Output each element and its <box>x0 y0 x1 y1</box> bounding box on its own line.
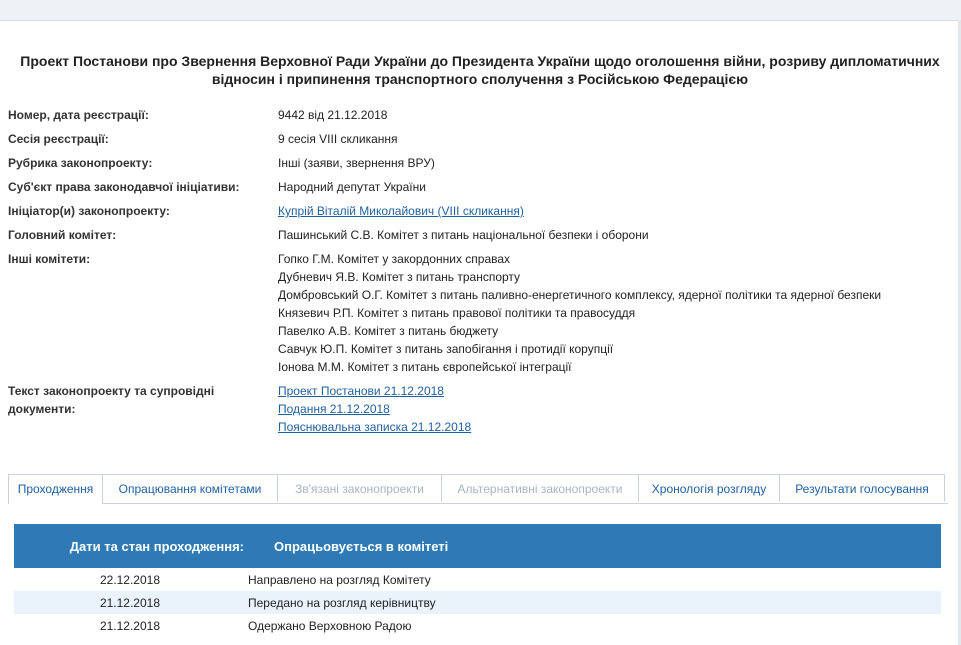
committee-item: Домбровський О.Г. Комітет з питань паливно-енергетичного комплексу, ядерної політики та ядерної безпеки <box>278 288 882 302</box>
row-date: 22.12.2018 <box>99 572 160 587</box>
top-strip <box>0 0 961 21</box>
header-dates: Дати та стан проходження: <box>69 538 244 554</box>
initiator-value <box>278 202 948 220</box>
tab-progress[interactable]: Проходження <box>8 474 103 504</box>
document-link-submission[interactable]: Подання 21.12.2018 <box>278 402 390 416</box>
table-row <box>14 591 941 614</box>
document-item <box>278 382 948 400</box>
table-row <box>14 568 941 591</box>
documents-label-line1: Текст законопроекту та супровідні <box>8 384 215 398</box>
bill-title <box>10 52 950 88</box>
documents-label <box>8 382 278 418</box>
rubric-label: Рубрика законопроекту: <box>8 156 153 170</box>
info-row-rubric <box>8 154 948 178</box>
other-committees-label: Інші комітети: <box>8 252 91 266</box>
bill-info <box>8 106 948 442</box>
document-item <box>278 418 948 436</box>
tabs-section <box>8 474 948 645</box>
info-row-subject <box>8 178 948 202</box>
row-date: 21.12.2018 <box>99 595 160 610</box>
info-row-other-committees <box>8 250 948 376</box>
header-status: Опрацьовується в комітеті <box>274 538 449 554</box>
row-status: Одержано Верховною Радою <box>248 618 412 633</box>
committee-item: Савчук Ю.П. Комітет з питань запобігання і протидії корупції <box>278 342 614 356</box>
initiator-label: Ініціатор(и) законопроекту: <box>8 204 170 218</box>
subject-label: Суб'єкт права законодавчої ініціативи: <box>8 180 240 194</box>
info-row-registration <box>8 106 948 130</box>
tab-alternative-bills: Альтернативні законопроекти <box>441 474 639 502</box>
main-committee-label: Головний комітет: <box>8 228 117 242</box>
info-row-documents <box>8 382 948 436</box>
info-row-session <box>8 130 948 154</box>
subject-value: Народний депутат України <box>278 180 426 194</box>
progress-table <box>14 524 941 637</box>
row-date: 21.12.2018 <box>99 618 160 633</box>
registration-label: Номер, дата реєстрації: <box>8 108 149 122</box>
session-value: 9 сесія VIII скликання <box>278 132 398 146</box>
document-link-draft[interactable]: Проект Постанови 21.12.2018 <box>278 384 444 398</box>
bill-title-line1: Проект Постанови про Звернення Верховної Ради України до Президента України щодо оголошення війни, розриву дипломатичних <box>20 53 940 69</box>
committee-item: Гопко Г.М. Комітет у закордонних справах <box>278 252 511 266</box>
tab-linked-bills: Зв'язані законопроекти <box>277 474 442 502</box>
bill-title-line2: відносин і припинення транспортного сполучення з Російською Федерацією <box>211 71 749 87</box>
registration-value: 9442 від 21.12.2018 <box>278 108 388 122</box>
info-row-main-committee <box>8 226 948 250</box>
row-status: Передано на розгляд керівництву <box>248 595 436 610</box>
committee-item: Князевич Р.П. Комітет з питань правової політики та правосуддя <box>278 306 636 320</box>
tab-voting-results[interactable]: Результати голосування <box>779 474 945 502</box>
other-committees-list <box>278 250 948 376</box>
initiator-link[interactable]: Купрій Віталій Миколайович (VIII скликання) <box>278 204 524 218</box>
committee-item: Дубневич Я.В. Комітет з питань транспорту <box>278 270 521 284</box>
table-header <box>14 524 941 568</box>
documents-list <box>278 382 948 436</box>
document-link-explanatory-note[interactable]: Пояснювальна записка 21.12.2018 <box>278 420 472 434</box>
documents-label-line2: документи: <box>8 402 76 416</box>
rubric-value: Інші (заяви, звернення ВРУ) <box>278 156 435 170</box>
document-item <box>278 400 948 418</box>
main-committee-value: Пашинський С.В. Комітет з питань національної безпеки і оборони <box>278 228 649 242</box>
row-status: Направлено на розгляд Комітету <box>248 572 431 587</box>
session-label: Сесія реєстрації: <box>8 132 109 146</box>
committee-item: Іонова М.М. Комітет з питань європейської інтеграції <box>278 360 572 374</box>
tab-committee-processing[interactable]: Опрацювання комітетами <box>102 474 278 502</box>
committee-item: Павелко А.В. Комітет з питань бюджету <box>278 324 499 338</box>
info-row-initiator <box>8 202 948 226</box>
tab-chronology[interactable]: Хронологія розгляду <box>638 474 780 502</box>
tab-bar <box>8 474 948 504</box>
table-row <box>14 614 941 637</box>
